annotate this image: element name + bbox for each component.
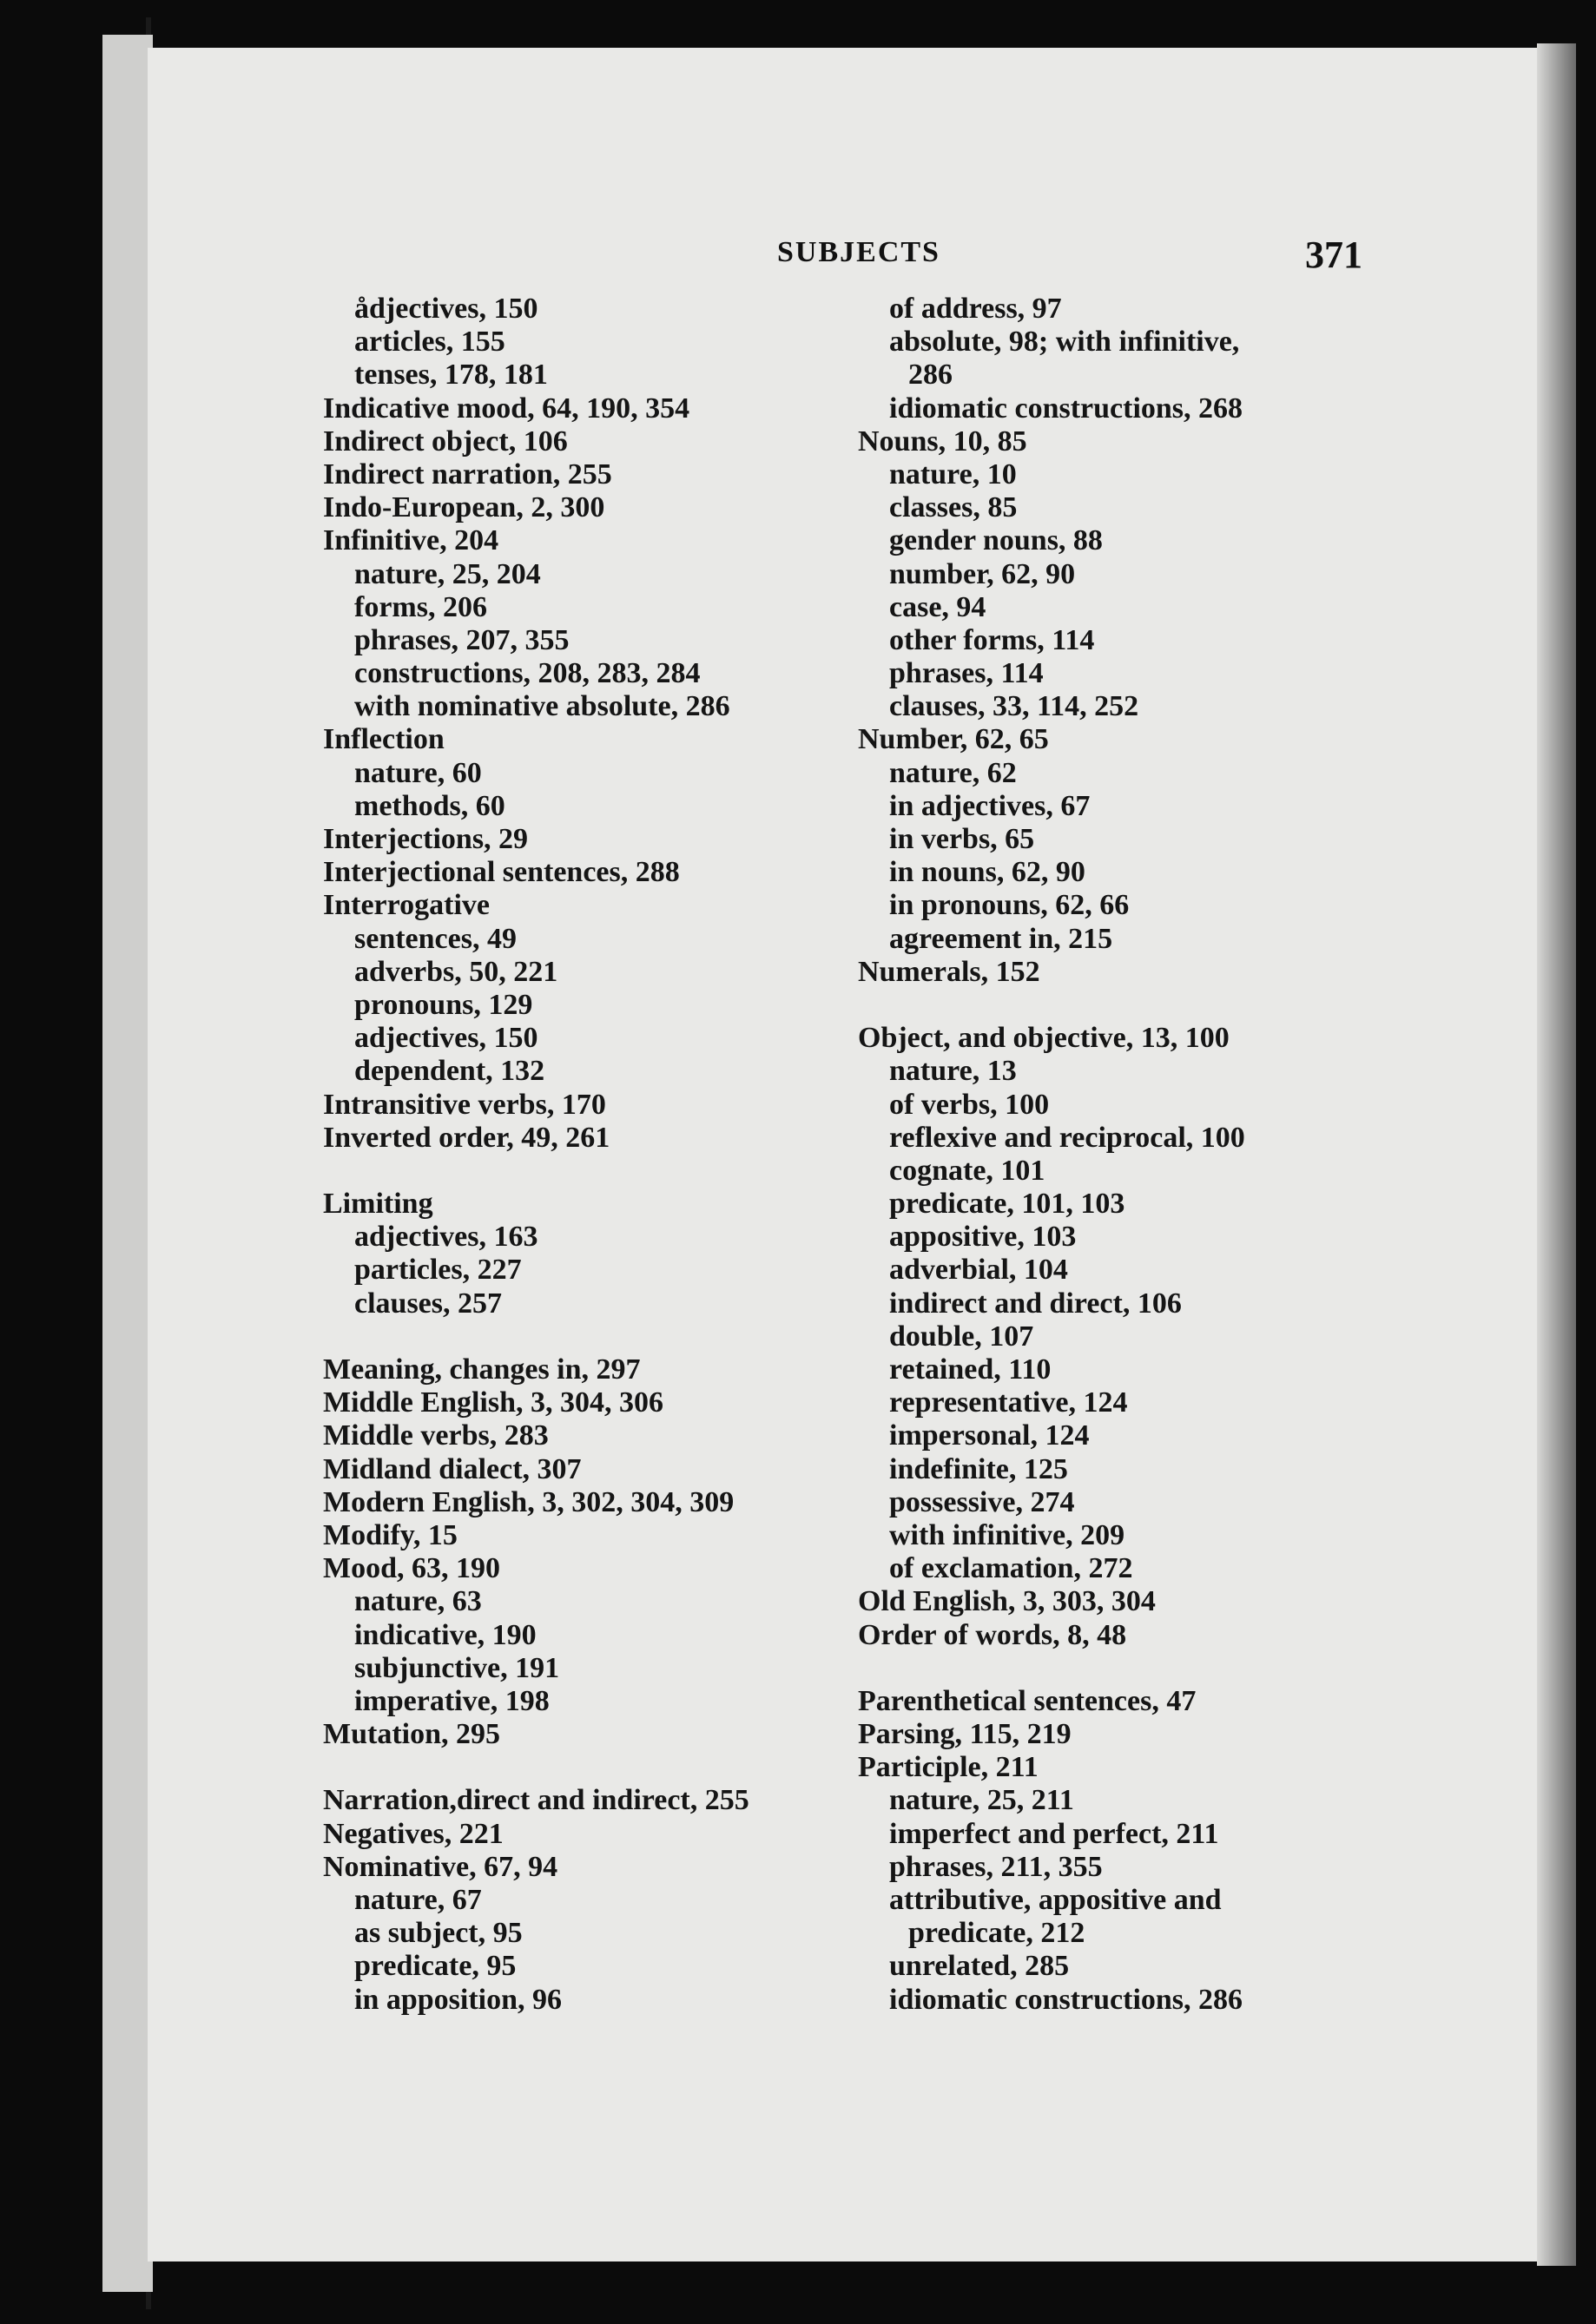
index-subentry: reflexive and reciprocal, 100 bbox=[889, 1121, 1245, 1154]
index-subentry: 286 bbox=[908, 359, 953, 392]
index-subentry: in nouns, 62, 90 bbox=[889, 856, 1085, 889]
index-subentry: imperfect and perfect, 211 bbox=[889, 1817, 1219, 1850]
index-entry: Midland dialect, 307 bbox=[323, 1452, 582, 1485]
index-entry: Interjectional sentences, 288 bbox=[323, 856, 680, 889]
index-subentry: pronouns, 129 bbox=[354, 988, 533, 1021]
index-subentry: forms, 206 bbox=[354, 590, 487, 623]
index-subentry: adverbial, 104 bbox=[889, 1254, 1068, 1287]
index-subentry: dependent, 132 bbox=[354, 1055, 545, 1088]
index-subentry: phrases, 114 bbox=[889, 657, 1044, 690]
index-entry: Mood, 63, 190 bbox=[323, 1552, 500, 1585]
index-entry: Indicative mood, 64, 190, 354 bbox=[323, 392, 690, 425]
index-subentry: in adjectives, 67 bbox=[889, 789, 1091, 822]
index-subentry: retained, 110 bbox=[889, 1353, 1052, 1386]
index-column-right bbox=[858, 293, 1379, 2017]
index-subentry: gender nouns, 88 bbox=[889, 524, 1103, 557]
index-spacer bbox=[323, 1751, 844, 1784]
index-subentry: unrelated, 285 bbox=[889, 1950, 1070, 1983]
index-subentry: nature, 10 bbox=[889, 458, 1017, 490]
index-entry: Negatives, 221 bbox=[323, 1817, 504, 1850]
index-subentry: double, 107 bbox=[889, 1320, 1034, 1353]
index-subentry: idiomatic constructions, 286 bbox=[889, 1983, 1243, 2016]
index-entry: Intransitive verbs, 170 bbox=[323, 1088, 606, 1121]
index-subentry: constructions, 208, 283, 284 bbox=[354, 657, 701, 690]
index-entry: Object, and objective, 13, 100 bbox=[858, 1022, 1230, 1055]
index-subentry: nature, 60 bbox=[354, 756, 482, 789]
index-subentry: other forms, 114 bbox=[889, 623, 1095, 656]
index-subentry: nature, 25, 211 bbox=[889, 1784, 1074, 1817]
index-subentry: predicate, 212 bbox=[908, 1917, 1085, 1950]
page-number: 371 bbox=[1305, 234, 1362, 276]
index-subentry: agreement in, 215 bbox=[889, 922, 1113, 955]
index-subentry: subjunctive, 191 bbox=[354, 1651, 560, 1684]
index-subentry: articles, 155 bbox=[354, 326, 505, 359]
index-entry: Mutation, 295 bbox=[323, 1718, 500, 1751]
index-subentry: in verbs, 65 bbox=[889, 823, 1035, 855]
index-subentry: nature, 62 bbox=[889, 756, 1017, 789]
index-subentry: possessive, 274 bbox=[889, 1485, 1075, 1518]
index-subentry: clauses, 257 bbox=[354, 1287, 502, 1320]
index-entry: Parsing, 115, 219 bbox=[858, 1718, 1072, 1751]
index-subentry: number, 62, 90 bbox=[889, 557, 1076, 590]
index-subentry: phrases, 207, 355 bbox=[354, 623, 570, 656]
index-subentry: indirect and direct, 106 bbox=[889, 1287, 1182, 1320]
index-entry: Meaning, changes in, 297 bbox=[323, 1353, 641, 1386]
index-entry: Numerals, 152 bbox=[858, 955, 1040, 988]
index-entry: Middle English, 3, 304, 306 bbox=[323, 1386, 664, 1419]
index-entry: Modern English, 3, 302, 304, 309 bbox=[323, 1485, 735, 1518]
index-entry: Middle verbs, 283 bbox=[323, 1419, 549, 1452]
index-subentry: representative, 124 bbox=[889, 1386, 1128, 1419]
index-subentry: predicate, 95 bbox=[354, 1950, 517, 1983]
index-subentry: idiomatic constructions, 268 bbox=[889, 392, 1243, 425]
index-subentry: in pronouns, 62, 66 bbox=[889, 889, 1130, 922]
index-subentry: adjectives, 163 bbox=[354, 1221, 538, 1254]
index-column-left bbox=[323, 293, 844, 2017]
index-subentry: in apposition, 96 bbox=[354, 1983, 563, 2016]
index-subentry: classes, 85 bbox=[889, 491, 1018, 524]
index-subentry: nature, 63 bbox=[354, 1585, 482, 1618]
index-entry: Indirect object, 106 bbox=[323, 425, 568, 458]
index-entry: Modify, 15 bbox=[323, 1518, 458, 1551]
index-subentry: cognate, 101 bbox=[889, 1154, 1045, 1187]
index-subentry: clauses, 33, 114, 252 bbox=[889, 690, 1139, 723]
index-subentry: imperative, 198 bbox=[354, 1684, 550, 1717]
index-subentry: absolute, 98; with infinitive, bbox=[889, 326, 1240, 359]
index-subentry: predicate, 101, 103 bbox=[889, 1188, 1125, 1221]
index-entry: Interrogative bbox=[323, 889, 490, 922]
index-subentry: as subject, 95 bbox=[354, 1917, 523, 1950]
index-subentry: adjectives, 150 bbox=[354, 1022, 538, 1055]
index-subentry: nature, 13 bbox=[889, 1055, 1017, 1088]
index-entry: Nominative, 67, 94 bbox=[323, 1850, 558, 1883]
index-subentry: nature, 67 bbox=[354, 1884, 482, 1916]
index-entry: Parenthetical sentences, 47 bbox=[858, 1684, 1197, 1717]
index-entry: Inflection bbox=[323, 723, 445, 756]
running-header: SUBJECTS bbox=[777, 236, 940, 268]
index-entry: Indo-European, 2, 300 bbox=[323, 491, 605, 524]
page-edge-shadow bbox=[1537, 43, 1576, 2266]
book-spine-edge bbox=[102, 35, 153, 2292]
index-subentry: attributive, appositive and bbox=[889, 1884, 1222, 1916]
index-entry: Participle, 211 bbox=[858, 1751, 1039, 1784]
index-subentry: appositive, 103 bbox=[889, 1221, 1077, 1254]
index-spacer bbox=[323, 1155, 844, 1188]
index-entry: Number, 62, 65 bbox=[858, 723, 1049, 756]
index-entry: Nouns, 10, 85 bbox=[858, 425, 1027, 458]
index-subentry: phrases, 211, 355 bbox=[889, 1850, 1103, 1883]
index-subentry: case, 94 bbox=[889, 590, 986, 623]
index-subentry: of exclamation, 272 bbox=[889, 1552, 1133, 1585]
index-subentry: indefinite, 125 bbox=[889, 1452, 1068, 1485]
index-subentry: of address, 97 bbox=[889, 293, 1062, 325]
index-subentry: adverbs, 50, 221 bbox=[354, 955, 558, 988]
index-subentry: with infinitive, 209 bbox=[889, 1518, 1125, 1551]
index-subentry: indicative, 190 bbox=[354, 1618, 537, 1651]
index-subentry: sentences, 49 bbox=[354, 922, 517, 955]
index-entry: Indirect narration, 255 bbox=[323, 458, 612, 490]
index-spacer bbox=[323, 1320, 844, 1353]
index-subentry: with nominative absolute, 286 bbox=[354, 690, 730, 723]
index-spacer bbox=[858, 989, 1379, 1022]
index-entry: Inverted order, 49, 261 bbox=[323, 1121, 610, 1154]
index-subentry: nature, 25, 204 bbox=[354, 557, 541, 590]
index-subentry: methods, 60 bbox=[354, 789, 505, 822]
index-entry: Infinitive, 204 bbox=[323, 524, 499, 557]
index-subentry: impersonal, 124 bbox=[889, 1419, 1090, 1452]
index-entry: Order of words, 8, 48 bbox=[858, 1618, 1127, 1651]
index-subentry: particles, 227 bbox=[354, 1254, 522, 1287]
index-subentry: tenses, 178, 181 bbox=[354, 359, 548, 392]
index-subentry: ådjectives, 150 bbox=[354, 293, 538, 325]
index-subentry: of verbs, 100 bbox=[889, 1088, 1050, 1121]
index-entry: Interjections, 29 bbox=[323, 823, 529, 855]
index-spacer bbox=[858, 1652, 1379, 1685]
index-entry: Limiting bbox=[323, 1188, 433, 1221]
index-entry: Narration,direct and indirect, 255 bbox=[323, 1784, 749, 1817]
index-entry: Old English, 3, 303, 304 bbox=[858, 1585, 1156, 1618]
